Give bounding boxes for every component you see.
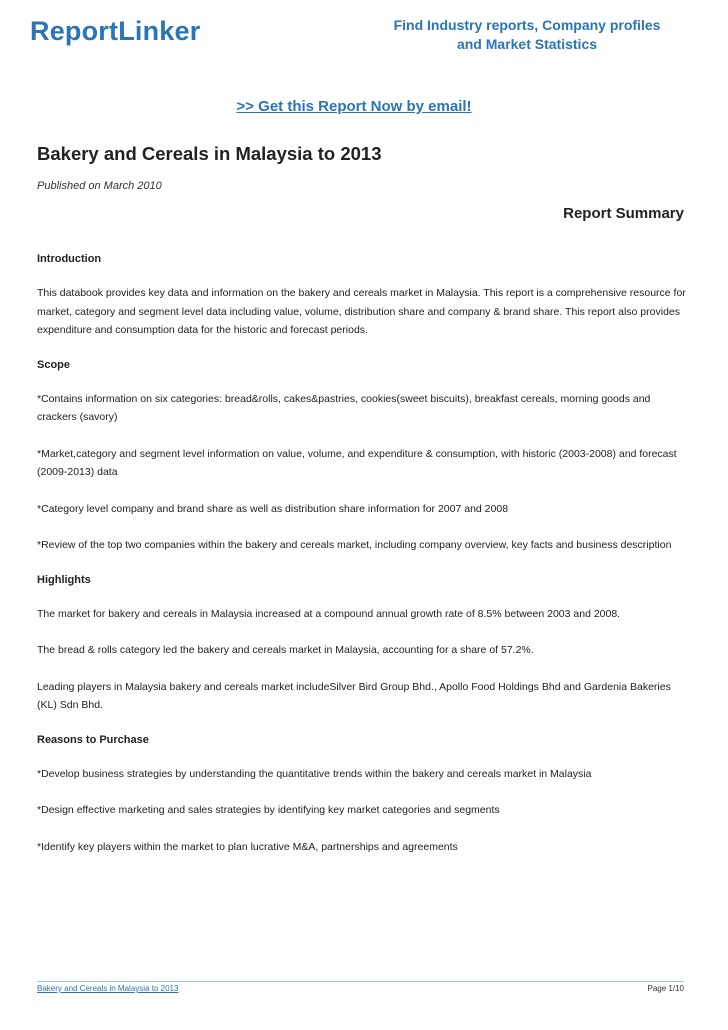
tagline-line-1: Find Industry reports, Company profiles [393,17,661,33]
paragraph: *Contains information on six categories: bread&rolls, cakes&pastries, cookies(sweet biscuits), breakfast cereals, morning goods and crackers (savory) [37,392,651,423]
reportlinker-logo[interactable]: ReportLinker [30,16,201,46]
tagline-line-2: and Market Statistics [456,36,598,52]
scope-section [37,358,689,555]
header-tagline [384,16,670,54]
paragraph: *Category level company and brand share as well as distribution share information for 2007 and 2008 [37,502,509,515]
paragraph: The market for bakery and cereals in Malaysia increased at a compound annual growth rate of 8.5% between 2003 and 2008. [37,607,621,620]
paragraph: *Develop business strategies by understanding the quantitative trends within the bakery and cereals market in Malaysia [37,767,592,780]
reasons-section [37,733,689,857]
page-footer [37,981,684,993]
section-heading: Introduction [37,253,102,265]
highlights-section [37,573,689,715]
get-report-email-link[interactable]: >> Get this Report Now by email! [236,98,472,115]
paragraph: *Identify key players within the market to plan lucrative M&A, partnerships and agreements [37,840,458,853]
page-number: Page 1/10 [647,984,684,993]
paragraph: Leading players in Malaysia bakery and cereals market includeSilver Bird Group Bhd., Apollo Food Holdings Bhd and Gardenia Bakeries (KL) Sdn Bhd. [37,680,671,711]
paragraph: The bread & rolls category led the bakery and cereals market in Malaysia, accounting for a share of 57.2%. [37,644,534,656]
report-summary-heading: Report Summary [563,205,684,222]
paragraph: This databook provides key data and information on the bakery and cereals market in Malaysia. This report is a comprehensive resource for market, category and segment level data including value, volume, distribution share and company & brand share. This report also provides expenditure and consumption data for the historic and forecast periods. [37,287,686,336]
section-heading: Highlights [37,573,91,586]
paragraph: *Review of the top two companies within the bakery and cereals market, including company overview, key facts and business description [37,539,672,551]
footer-report-link[interactable]: Bakery and Cereals in Malaysia to 2013 [37,984,179,993]
published-date: Published on March 2010 [37,180,162,192]
introduction-section [37,252,689,340]
paragraph: *Market,category and segment level information on value, volume, and expenditure & consumption, with historic (2003-2008) and forecast (2009-2013) data [37,447,677,478]
report-content [37,252,689,874]
section-heading: Reasons to Purchase [37,733,149,746]
paragraph: *Design effective marketing and sales strategies by identifying key market categories and segments [37,804,500,816]
section-heading: Scope [37,358,71,371]
report-title: Bakery and Cereals in Malaysia to 2013 [37,143,382,164]
